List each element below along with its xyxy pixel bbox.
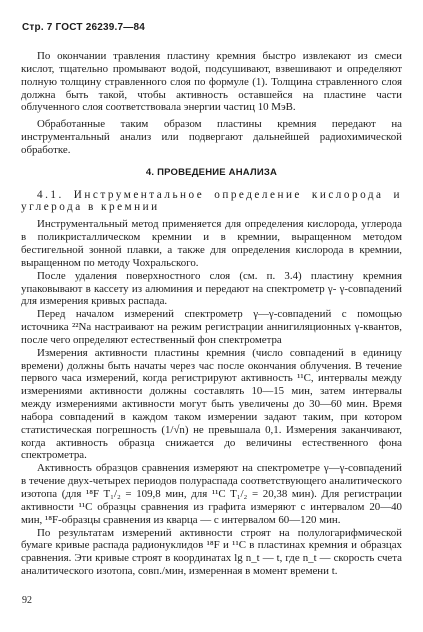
subsection-heading: 4.1. Инструментальное определение кислорода и углерода в кремнии xyxy=(21,188,402,214)
paragraph: Обработанные таким образом пластины кремния передают на инструментальный анализ или подвергают дальнейшей радиохимической обработке. xyxy=(21,118,402,156)
paragraph: Перед началом измерений спектрометр γ—γ-совпадений с помощью источника ²²Na настраивают на режим регистрации аннигиляционных γ-квантов, после чего определяют естественный фон спектрометра xyxy=(21,308,402,346)
paragraph: По окончании травления пластину кремния быстро извлекают из смеси кислот, тщательно промывают водой, подсушивают, взвешивают и определяют полную толщину стравленного слоя по формуле (1). Толщина стравленного слоя должна быть такой, чтобы активность оставшейся на пластине части облученного слоя соответствовала энергии частиц 10 МэВ. xyxy=(21,50,402,114)
paragraph: Активность образцов сравнения измеряют на спектрометре γ—γ-совпадений в течение двух-четырех периодов полураспада соответствующего аналитического изотопа (для ¹⁸F T₁/₂ = 109,8 мин, для ¹¹C T₁/₂ = 20,38 мин). Для регистрации активности ¹¹C образцы сравнения из графита измеряют с интервалом 20—40 мин, ¹⁸F-образцы сравнения из кварца — с интервалом 60—120 мин. xyxy=(21,462,402,526)
paragraph: Инструментальный метод применяется для определения кислорода, углерода в поликристаллическом кремнии и в кремнии, выращенном методом бестигельной зонной плавки, а также для определения кислорода в кремнии, выращенном по методу Чохральского. xyxy=(21,218,402,269)
page-header: Стр. 7 ГОСТ 26239.7—84 xyxy=(22,22,145,33)
page-body xyxy=(21,50,402,578)
section-heading: 4. ПРОВЕДЕНИЕ АНАЛИЗА xyxy=(145,166,278,178)
paragraph: По результатам измерений активности строят на полулогарифмической бумаге кривые распада радионуклидов ¹⁸F и ¹¹C в пластинах кремния и образцах сравнения. Эти кривые строят в координатах lg n_t — t, где n_t — скорость счета аналитического изотопа, совп./мин, измеренная в момент времени t. xyxy=(21,526,402,578)
page-number: 92 xyxy=(22,595,32,606)
paragraph: После удаления поверхностного слоя (см. п. 3.4) пластину кремния упаковывают в кассету из алюминия и передают на спектрометр γ- γ-совпадений для измерения кривых распада. xyxy=(21,269,402,308)
paragraph: Измерения активности пластины кремния (число совпадений в единицу времени) должны быть начаты через час после окончания облучения. В течение первого часа измерений, когда регистрируют активность ¹¹C, интервалы между измерениями активности должны составлять 10—15 мин, затем интервалы между измерениями активности могут быть увеличены до 30—60 мин. Время набора совпадений в каждом таком измерении задают таким, при котором статистическая погрешность (1/√n) не превышала 0,1. Измерения заканчивают, когда активность образца снижается до величины естественного фона спектрометра. xyxy=(21,346,402,462)
